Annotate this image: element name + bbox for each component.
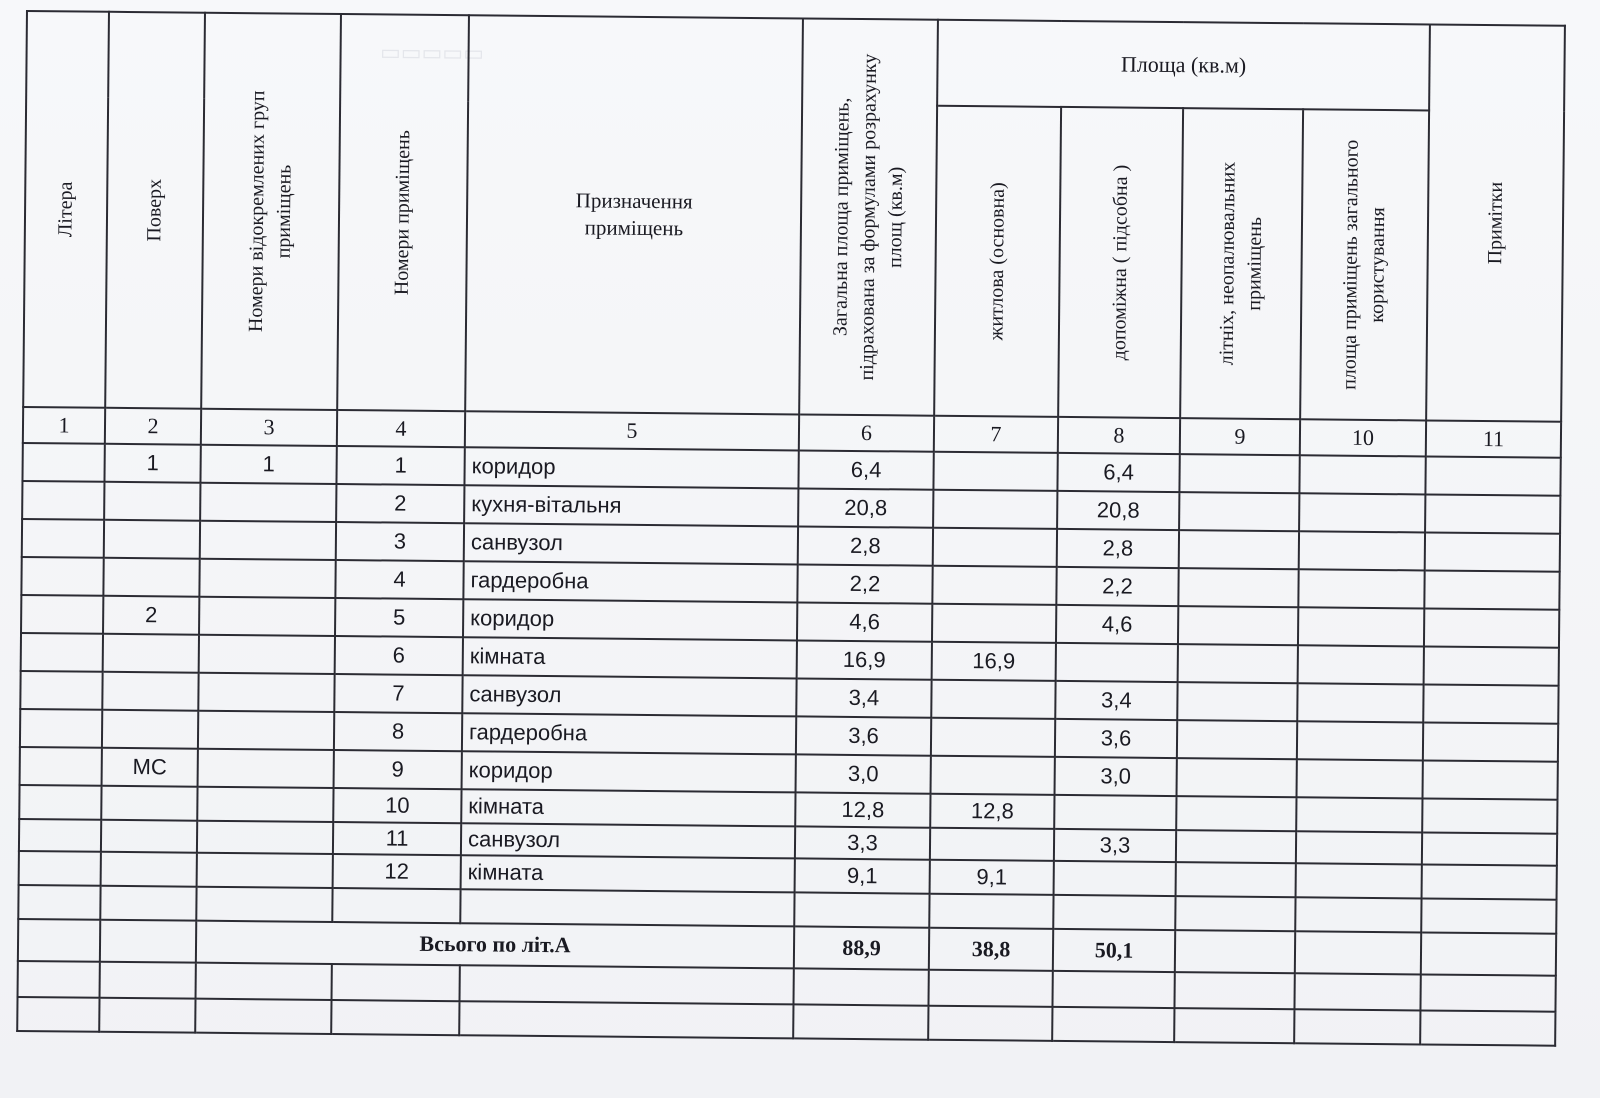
aux-area-cell: 2,8 — [1057, 529, 1179, 568]
total-area-cell: 3,6 — [796, 716, 931, 755]
total-area-cell: 2,2 — [797, 564, 932, 603]
living-area-cell — [932, 566, 1056, 605]
total-area-cell: 12,8 — [795, 792, 930, 827]
room-no-cell: 6 — [335, 636, 463, 675]
total-area-cell: 16,9 — [797, 640, 932, 679]
col-num-11: 11 — [1426, 420, 1561, 457]
living-area-cell: 9,1 — [930, 860, 1054, 895]
living-area-cell — [933, 452, 1057, 491]
total-area-cell: 9,1 — [795, 858, 930, 893]
living-area-cell — [933, 528, 1057, 567]
header-notes: Примітки — [1426, 24, 1565, 421]
col-num-4: 4 — [337, 410, 465, 447]
room-no-cell: 5 — [335, 598, 463, 637]
header-room-numbers: Номери приміщень — [337, 14, 469, 411]
floor-cell — [102, 710, 198, 749]
total-area-cell: 3,4 — [796, 678, 931, 717]
room-no-cell: 10 — [333, 788, 461, 823]
room-name-cell: кімната — [461, 855, 795, 892]
header-litera: Літера — [23, 11, 109, 408]
group-cell — [197, 853, 333, 888]
floor-cell — [101, 820, 197, 853]
col-num-5: 5 — [465, 411, 799, 450]
room-no-cell: 12 — [333, 854, 461, 889]
inventory-table — [16, 10, 1566, 1047]
col-num-10: 10 — [1300, 419, 1426, 456]
floor-cell: МС — [102, 748, 198, 787]
header-row-top — [26, 11, 1565, 112]
aux-area-cell — [1054, 861, 1176, 896]
group-cell — [198, 673, 334, 712]
group-cell — [198, 749, 334, 788]
group-cell — [197, 787, 333, 822]
col-num-1: 1 — [23, 407, 105, 444]
room-no-cell: 8 — [334, 712, 462, 751]
living-area-cell — [931, 680, 1055, 719]
living-area-cell — [931, 718, 1055, 757]
group-cell: 1 — [200, 445, 336, 484]
floor-cell: 1 — [104, 444, 200, 483]
living-area-cell — [932, 604, 1056, 643]
col-num-2: 2 — [105, 408, 201, 445]
room-name-cell: гардеробна — [462, 713, 796, 754]
room-no-cell: 1 — [336, 446, 464, 485]
group-cell — [197, 821, 333, 854]
aux-area-cell: 6,4 — [1057, 453, 1179, 492]
header-purpose: Призначення приміщень — [465, 15, 803, 414]
room-rows — [19, 443, 1561, 900]
aux-area-cell — [1056, 643, 1178, 682]
room-name-cell: гардеробна — [463, 561, 797, 602]
room-name-cell: санвузол — [462, 675, 796, 716]
living-area-cell: 12,8 — [930, 794, 1054, 829]
header-area-group: Площа (кв.м) — [937, 20, 1430, 111]
total-area-cell: 2,8 — [798, 526, 933, 565]
group-cell — [198, 711, 334, 750]
room-name-cell: санвузол — [464, 523, 798, 564]
aux-area-cell: 3,0 — [1055, 757, 1177, 796]
room-name-cell: кімната — [461, 789, 795, 826]
living-area-cell — [933, 490, 1057, 529]
room-no-cell: 4 — [335, 560, 463, 599]
total-area-cell: 3,3 — [795, 826, 930, 859]
header-groups: Номери відокремлених груп приміщень — [201, 13, 341, 410]
room-name-cell: санвузол — [461, 823, 795, 858]
room-no-cell: 11 — [333, 822, 461, 855]
room-name-cell: коридор — [462, 751, 796, 792]
aux-area-cell: 3,3 — [1054, 829, 1176, 862]
room-name-cell: коридор — [463, 599, 797, 640]
floor-cell — [102, 672, 198, 711]
room-name-cell: кімната — [463, 637, 797, 678]
col-num-3: 3 — [201, 409, 337, 446]
aux-area-sum: 50,1 — [1053, 929, 1175, 972]
aux-area-cell: 3,4 — [1055, 681, 1177, 720]
group-cell — [199, 635, 335, 674]
document-sheet: ▭▭▭▭▭ Літера Поверх Номери відокремлених груп приміщень Номери приміщень Призначення приміщень Загальна площа приміщень, підрахована за формулами розрахунку площ (кв.м) Площа (кв.м) Примітки житлова (основна) допоміжна ( підсобна ) літніх, неопалювальних приміщень площа приміщень загального користування 1 2 3 4 5 6 7 8 9 10 11 1 1 1 коридор 6,4 6,4 2 кухня-вітальня 20,8 20,8 3 санвузол 2,8 2,8 4 гардеробна 2,2 2,2 2 5 коридор 4,6 4,6 6 кімната 16,9 16,9 7 санвузол 3,4 3,4 8 гардеробна 3,6 3,6 МС 9 коридор 3,0 3,0 10 кімната 12,8 12,8 11 санвузол 3,3 3,3 12 кімната 9,1 9,1 Всього по літ.А 88,9 38,8 50,1 — [0, 0, 1600, 1098]
floor-cell — [104, 520, 200, 559]
living-area-sum: 38,8 — [929, 928, 1053, 971]
floor-cell — [103, 558, 199, 597]
room-name-cell: кухня-вітальня — [464, 485, 798, 526]
header-auxiliary: допоміжна ( підсобна ) — [1058, 107, 1183, 418]
floor-cell — [101, 786, 197, 821]
living-area-cell — [930, 828, 1054, 861]
group-cell — [199, 559, 335, 598]
col-num-9: 9 — [1180, 418, 1300, 455]
floor-cell — [101, 852, 197, 887]
header-summer: літніх, неопалювальних приміщень — [1180, 109, 1303, 420]
header-poverkh: Поверх — [105, 12, 205, 409]
total-label: Всього по літ.А — [196, 921, 794, 969]
group-cell — [200, 521, 336, 560]
aux-area-cell: 20,8 — [1057, 491, 1179, 530]
total-area-cell: 20,8 — [798, 488, 933, 527]
total-area-cell: 3,0 — [796, 754, 931, 793]
col-num-6: 6 — [799, 414, 934, 451]
aux-area-cell: 4,6 — [1056, 605, 1178, 644]
total-area-cell: 4,6 — [797, 602, 932, 641]
room-no-cell: 2 — [336, 484, 464, 523]
floor-cell — [103, 634, 199, 673]
col-num-7: 7 — [934, 416, 1058, 453]
aux-area-cell: 3,6 — [1055, 719, 1177, 758]
total-area-cell: 6,4 — [798, 450, 933, 489]
header-living: житлова (основна) — [934, 106, 1061, 417]
room-no-cell: 9 — [334, 750, 462, 789]
room-no-cell: 7 — [334, 674, 462, 713]
living-area-cell — [931, 756, 1055, 795]
room-name-cell: коридор — [464, 447, 798, 488]
header-total-area: Загальна площа приміщень, підрахована за формулами розрахунку площ (кв.м) — [799, 18, 938, 415]
room-no-cell: 3 — [336, 522, 464, 561]
col-num-8: 8 — [1058, 417, 1180, 454]
floor-cell — [104, 482, 200, 521]
floor-cell: 2 — [103, 596, 199, 635]
living-area-cell: 16,9 — [932, 642, 1056, 681]
aux-area-cell: 2,2 — [1056, 567, 1178, 606]
header-common: площа приміщень загального користування — [1300, 110, 1429, 421]
total-area-sum: 88,9 — [794, 926, 929, 969]
group-cell — [200, 483, 336, 522]
group-cell — [199, 597, 335, 636]
aux-area-cell — [1054, 795, 1176, 830]
